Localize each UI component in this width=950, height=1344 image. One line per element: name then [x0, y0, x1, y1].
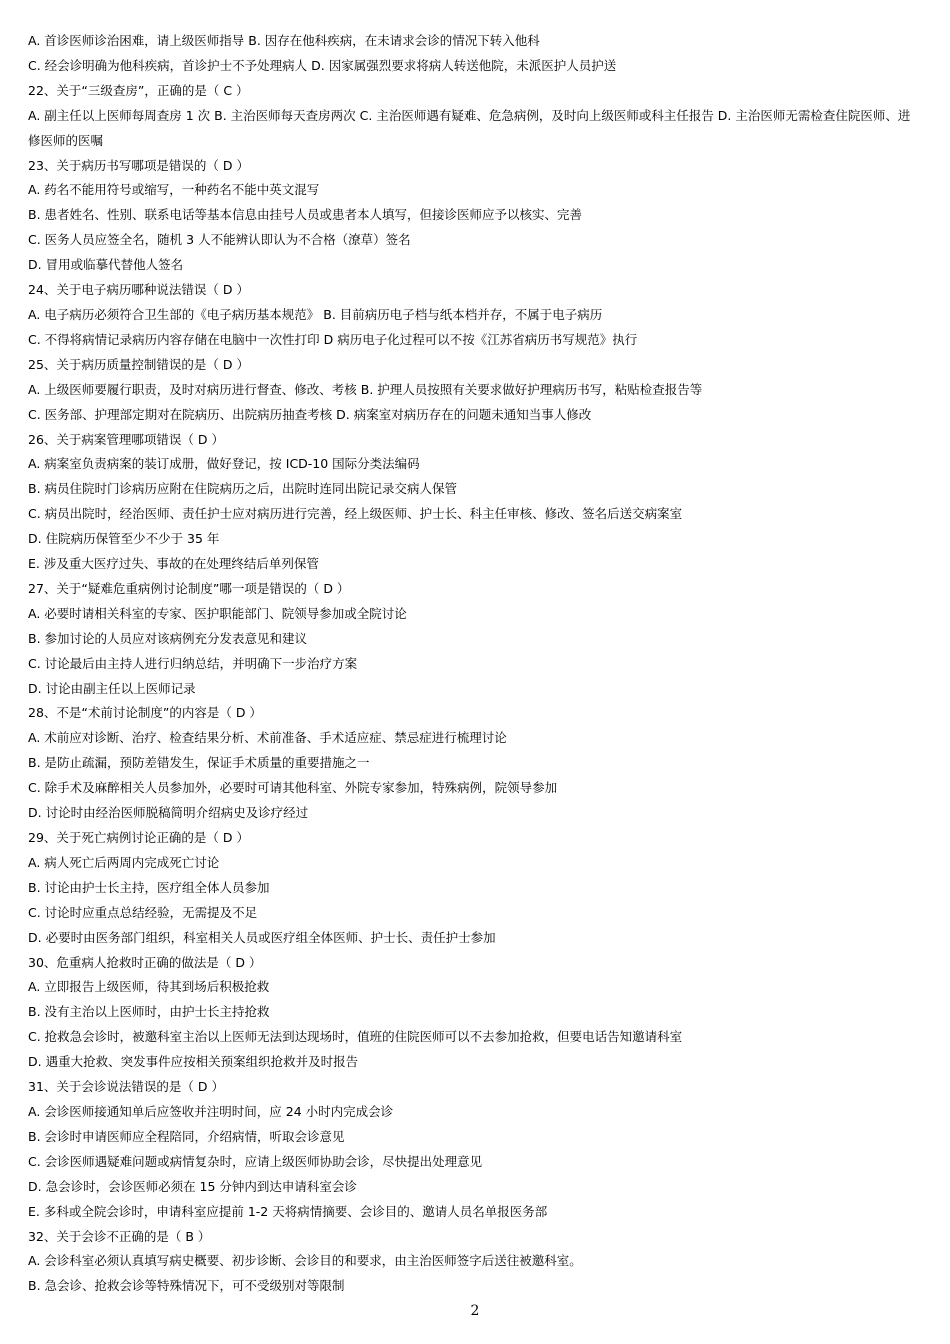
question-line: 26、关于病案管理哪项错误（ D ） [28, 431, 224, 447]
option-line: A. 首诊医师诊治困难，请上级医师指导 B. 因存在他科疾病，在未请求会诊的情况下转入他科 [28, 33, 540, 48]
option-line: A. 必要时请相关科室的专家、医护职能部门、院领导参加或全院讨论 [28, 605, 407, 621]
option-line: D. 必要时由医务部门组织，科室相关人员或医疗组全体医师、护士长、责任护士参加 [28, 929, 496, 945]
option-line: B. 病员住院时门诊病历应附在住院病历之后，出院时连同出院记录交病人保管 [28, 481, 458, 497]
option-line: A. 术前应对诊断、治疗、检查结果分析、术前准备、手术适应症、禁忌症进行梳理讨论 [28, 730, 507, 746]
page-number: 2 [470, 1303, 480, 1319]
option-line: B. 会诊时申请医师应全程陪同，介绍病情，听取会诊意见 [28, 1128, 345, 1144]
question-line: 32、关于会诊不正确的是（ B ） [28, 1228, 211, 1244]
option-line: A. 药名不能用符号或缩写，一种药名不能中英文混写 [28, 182, 320, 198]
option-line: C. 除手术及麻醉相关人员参加外，必要时可请其他科室、外院专家参加，特殊病例，院领导参加 [28, 780, 558, 796]
option-line: B. 没有主治以上医师时，由护士长主持抢救 [28, 1004, 270, 1020]
question-line: 27、关于“疑难危重病例讨论制度”哪一项是错误的（ D ） [28, 580, 350, 596]
option-line: E. 多科或全院会诊时，申请科室应提前 1-2 天将病情摘要、会诊目的、邀请人员名单报医务部 [28, 1203, 548, 1219]
option-line: A. 病案室负责病案的装订成册，做好登记，按 ICD-10 国际分类法编码 [28, 456, 420, 472]
question-line: 22、关于“三级查房”，正确的是（ C ） [28, 82, 249, 98]
option-line: E. 涉及重大医疗过失、事故的在处理终结后单列保管 [28, 556, 319, 572]
question-line: 29、关于死亡病例讨论正确的是（ D ） [28, 830, 249, 845]
option-line: A. 会诊医师接通知单后应签收并注明时间，应 24 小时内完成会诊 [28, 1103, 394, 1119]
question-line: 31、关于会诊说法错误的是（ D ） [28, 1079, 224, 1095]
option-line: A. 上级医师要履行职责，及时对病历进行督查、修改、考核 B. 护理人员按照有关要求做好护理病历书写，粘贴检查报告等 [28, 381, 703, 397]
option-line: B. 参加讨论的人员应对该病例充分发表意见和建议 [28, 630, 308, 646]
option-line: B. 讨论由护士长主持，医疗组全体人员参加 [28, 879, 270, 895]
question-line: 25、关于病历质量控制错误的是（ D ） [28, 356, 249, 372]
option-line: C. 医务人员应签全名，随机 3 人不能辨认即认为不合格（潦草）签名 [28, 232, 411, 248]
option-line: C. 经会诊明确为他科疾病，首诊护士不予处理病人 D. 因家属强烈要求将病人转送他院，未派医护人员护送 [28, 57, 617, 73]
option-line: D. 讨论时由经治医师脱稿简明介绍病史及诊疗经过 [28, 805, 309, 821]
option-line: A. 会诊科室必须认真填写病史概要、初步诊断、会诊目的和要求，由主治医师签字后送往被邀科室。 [28, 1253, 582, 1269]
option-line: B. 急会诊、抢救会诊等特殊情况下，可不受级别对等限制 [28, 1278, 345, 1294]
question-line: 24、关于电子病历哪种说法错误（ D ） [28, 282, 249, 298]
option-line: D. 遇重大抢救、突发事件应按相关预案组织抢救并及时报告 [28, 1054, 359, 1070]
option-line: C. 讨论时应重点总结经验，无需提及不足 [28, 904, 258, 920]
option-line: C. 医务部、护理部定期对在院病历、出院病历抽查考核 D. 病案室对病历存在的问题未通知当事人修改 [28, 406, 592, 422]
option-line: C. 抢救急会诊时，被邀科室主治以上医师无法到达现场时，值班的住院医师可以不去参加抢救，但要电话告知邀请科室 [28, 1029, 683, 1045]
option-line: B. 是防止疏漏，预防差错发生，保证手术质量的重要措施之一 [28, 755, 370, 771]
option-line: C. 会诊医师遇疑难问题或病情复杂时，应请上级医师协助会诊，尽快提出处理意见 [28, 1153, 483, 1169]
question-line: 23、关于病历书写哪项是错误的（ D ） [28, 157, 249, 173]
option-line: C. 病员出院时，经治医师、责任护士应对病历进行完善，经上级医师、护士长、科主任审核、修改、签名后送交病案室 [28, 506, 683, 522]
option-line: C. 讨论最后由主持人进行归纳总结，并明确下一步治疗方案 [28, 655, 358, 671]
option-line: D. 住院病历保管至少不少于 35 年 [28, 531, 220, 547]
option-line: B. 患者姓名、性别、联系电话等基本信息由挂号人员或患者本人填写，但接诊医师应予以核实、完善 [28, 207, 583, 223]
question-line: 30、危重病人抢救时正确的做法是（ D ） [28, 954, 262, 970]
option-line: C. 不得将病情记录病历内容存储在电脑中一次性打印 D 病历电子化过程可以不按《江苏省病历书写规范》执行 [28, 331, 638, 347]
question-line: 28、不是“术前讨论制度”的内容是（ D ） [28, 705, 262, 721]
document-body [28, 29, 922, 1299]
option-line: A. 立即报告上级医师，待其到场后积极抢救 [28, 979, 270, 995]
option-line: D. 讨论由副主任以上医师记录 [28, 680, 196, 696]
option-line: D. 冒用或临摹代替他人签名 [28, 257, 184, 273]
option-line: A. 病人死亡后两周内完成死亡讨论 [28, 854, 220, 870]
option-line: A. 电子病历必须符合卫生部的《电子病历基本规范》 B. 目前病历电子档与纸本档并存，不属于电子病历 [28, 306, 603, 322]
option-line: D. 急会诊时，会诊医师必须在 15 分钟内到达申请科室会诊 [28, 1178, 357, 1194]
option-line: A. 副主任以上医师每周查房 1 次 B. 主治医师每天查房两次 C. 主治医师遇有疑难、危急病例，及时向上级医师或科主任报告 D. 主治医师无需检查住院医师、进修医师的医嘱 [28, 107, 911, 148]
